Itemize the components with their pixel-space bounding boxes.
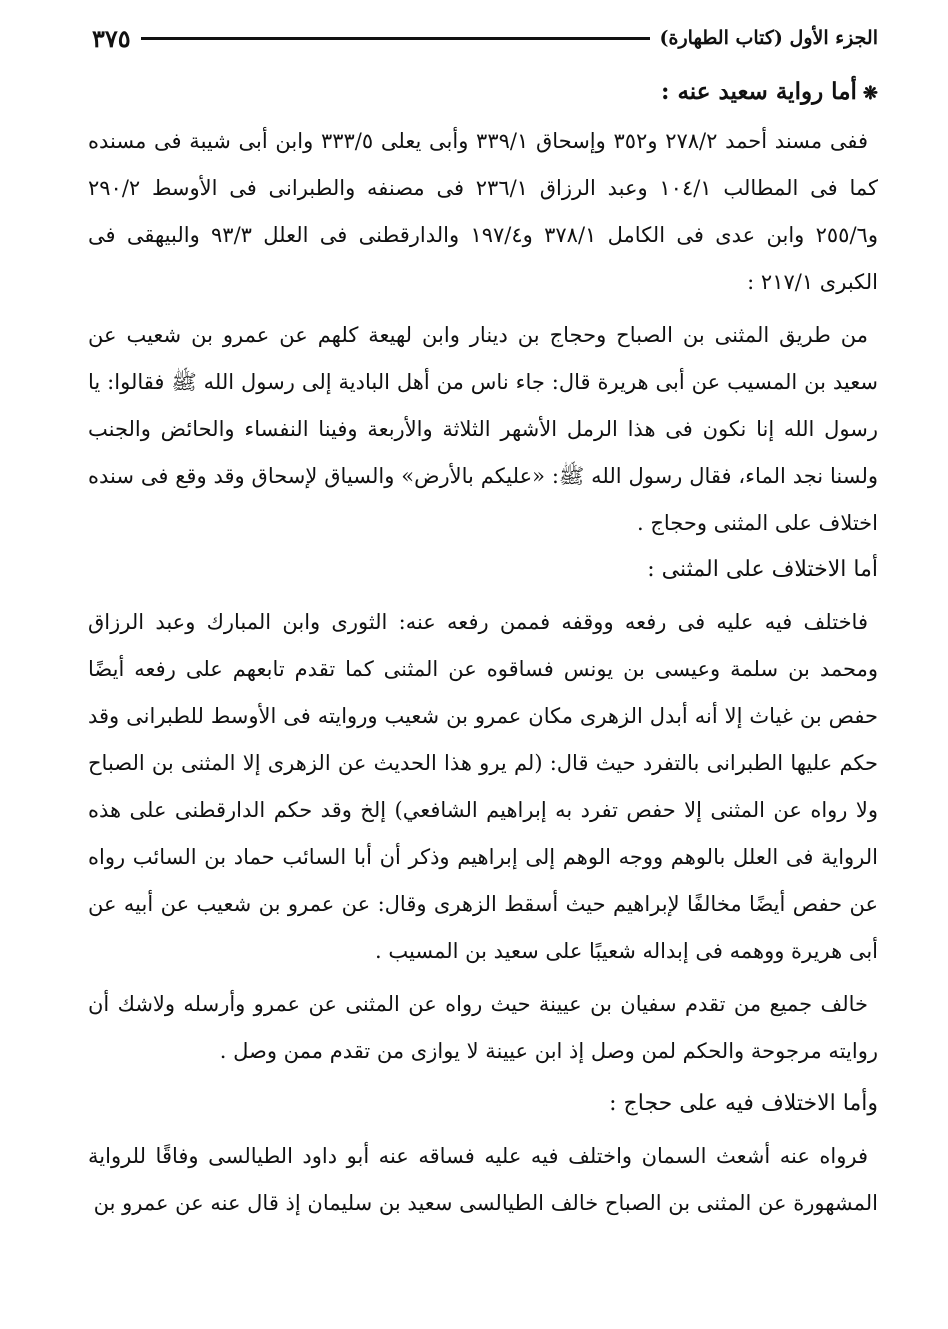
paragraph-ibn-uyaynah: خالف جميع من تقدم سفيان بن عيينة حيث رواه عن المثنى عن عمرو وأرسله ولاشك أن روايته مرجوحة والحكم لمن وصل إذ ابن عيينة لا يوازى من تقدم ممن وصل . [88, 992, 878, 1063]
page-body [88, 68, 878, 1227]
section-heading-text: أما رواية سعيد عنه : [660, 78, 857, 105]
header-title: الجزء الأول (كتاب الطهارة) [659, 27, 878, 49]
header-rule [141, 37, 650, 40]
paragraph-muthanna: فاختلف فيه عليه فى رفعه ووقفه فممن رفعه عنه: الثورى وابن المبارك وعبد الرزاق ومحمد بن سلمة وعيسى بن يونس فساقوه عن المثنى كما تقدم تابعهم على رفعه أيضًا حفص بن غياث إلا أنه أبدل الزهرى مكان عمرو بن شعيب وروايته فى الأوسط للطبرانى وقد حكم عليها الطبرانى بالتفرد حيث قال: (لم يرو هذا الحديث عن الزهرى إلا المثنى بن الصباح ولا رواه عن المثنى إلا حفص تفرد به إبراهيم الشافعي) إلخ وقد حكم الدارقطنى على هذه الرواية فى العلل بالوهم ووجه الوهم إلى إبراهيم وذكر أن أبا السائب حماد بن السائب رواه عن حفص أيضًا مخالفًا لإبراهيم حيث أسقط الزهرى وقال: عن عمرو بن شعيب عن أبيه عن أبى هريرة ووهمه فى إبداله شعيبًا على سعيد بن المسيب . [88, 610, 878, 963]
page-number: ٣٧٥ [92, 23, 131, 53]
subheading-hajjaj: وأما الاختلاف فيه على حجاج : [609, 1091, 878, 1116]
running-header [92, 18, 878, 58]
subheading-muthanna: أما الاختلاف على المثنى : [647, 557, 878, 582]
paragraph-hajjaj: فرواه عنه أشعث السمان واختلف فيه عليه فساقه عنه أبو داود الطيالسى وفاقًا للرواية المشهورة عن المثنى بن الصباح خالف الطيالسى سعيد بن سليمان إذ قال عنه عن عمرو بن [88, 1144, 878, 1215]
asterisk-marker-icon: ❋ [862, 83, 878, 104]
paragraph-hadith: من طريق المثنى بن الصباح وحجاج بن دينار وابن لهيعة كلهم عن عمرو بن شعيب عن سعيد بن المسيب عن أبى هريرة قال: جاء ناس من أهل البادية إلى رسول الله ﷺ فقالوا: يا رسول الله إنا نكون فى هذا الرمل الأشهر الثلاثة والأربعة وفينا النفساء والحائض والجنب ولسنا نجد الماء، فقال رسول الله ﷺ: «عليكم بالأرض» والسياق لإسحاق وقد وقع فى سنده اختلاف على المثنى وحجاج . [88, 323, 878, 535]
paragraph-sources: ففى مسند أحمد ٢٧٨/٢ و٣٥٢ وإسحاق ٣٣٩/١ وأبى يعلى ٣٣٣/٥ وابن أبى شيبة فى مسنده كما فى المطالب ١٠٤/١ وعبد الرزاق ٢٣٦/١ فى مصنفه والطبرانى فى الأوسط ٢٩٠/٢ و٢٥٥/٦ وابن عدى فى الكامل ٣٧٨/١ و١٩٧/٤ والدارقطنى فى العلل ٩٣/٣ والبيهقى فى الكبرى ٢١٧/١ : [88, 129, 878, 294]
section-heading [88, 68, 878, 118]
